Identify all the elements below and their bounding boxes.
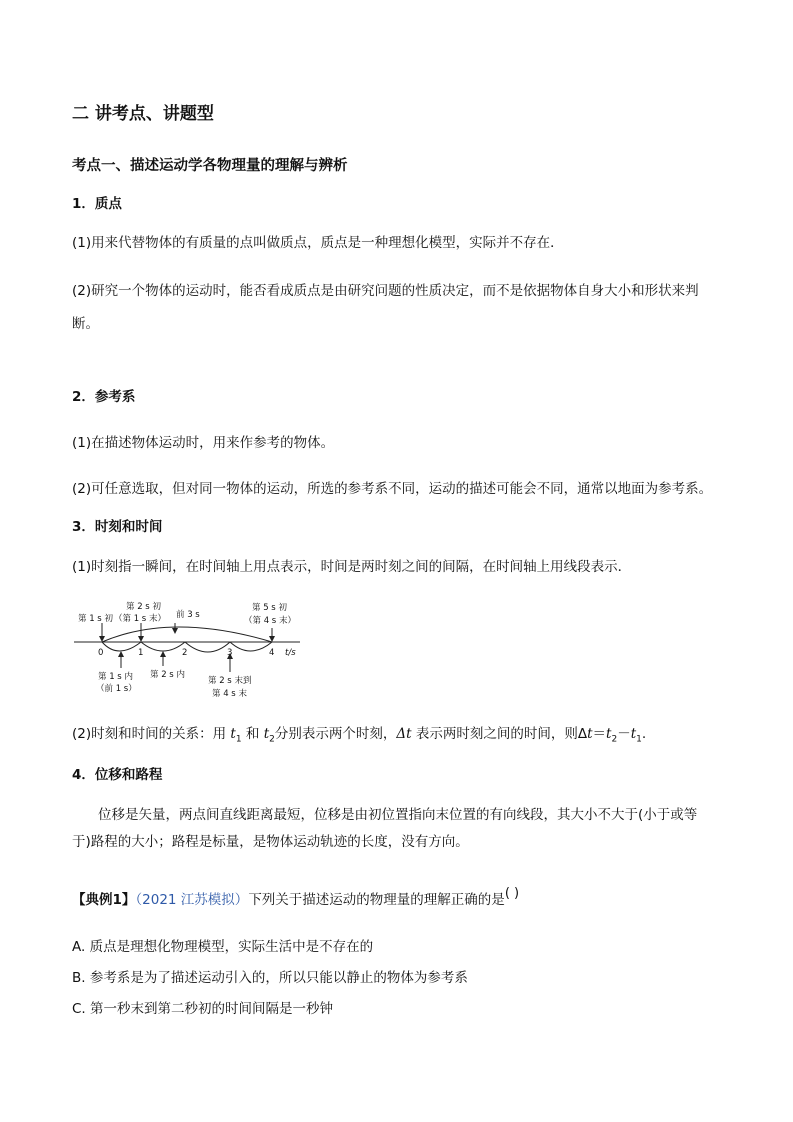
s2-paragraph-1: (1)在描述物体运动时，用来作参考的物体。 xyxy=(72,435,335,451)
section-title: 二 讲考点、讲题型 xyxy=(72,104,214,124)
example-1-question xyxy=(72,886,520,911)
s4-paragraph-1b: 于)路程的大小；路程是标量，是物体运动轨迹的长度，没有方向。 xyxy=(72,834,469,850)
s3-paragraph-2: (2)时刻和时间的关系：用 $t_1$ 和 $t_2$分别表示两个时刻，Δt 表示两时刻之间的时间，则$\Delta t=t_2-t_1$. xyxy=(72,726,647,745)
label-2s-in: 第 2 s 内 xyxy=(150,670,185,680)
label-1s-in-l1: 第 1 s 内 xyxy=(98,672,133,682)
tick-2: 2 xyxy=(182,648,188,658)
label-5s-start-l1: 第 5 s 初 xyxy=(252,603,287,613)
label-2s-start-l1: 第 2 s 初 xyxy=(126,602,161,612)
example-source: （2021 江苏模拟） xyxy=(135,892,249,908)
tick-4: 4 xyxy=(269,648,275,658)
label-first-3s: 前 3 s xyxy=(176,610,200,620)
label-2end-4end-l1: 第 2 s 末到 xyxy=(208,676,252,686)
label-2end-4end-l2: 第 4 s 末 xyxy=(212,689,247,699)
option-a: A. 质点是理想化物理模型，实际生活中是不存在的 xyxy=(72,939,374,955)
label-5s-start-l2: （第 4 s 末） xyxy=(244,616,296,626)
s4-title: 4．位移和路程 xyxy=(72,767,163,783)
option-b: B. 参考系是为了描述运动引入的，所以只能以静止的物体为参考系 xyxy=(72,970,468,986)
s3-paragraph-1: (1)时刻指一瞬间，在时间轴上用点表示，时间是两时刻之间的间隔，在时间轴上用线段表示． xyxy=(72,559,632,575)
example-question-text: 下列关于描述运动的物理量的理解正确的是 xyxy=(248,892,505,908)
s4-paragraph-1a: 位移是矢量，两点间直线距离最短，位移是由初位置指向末位置的有向线段，其大小不大于(小于或等 xyxy=(98,807,698,823)
example-tag: 【典例1】 xyxy=(72,892,136,908)
time-axis-diagram xyxy=(72,598,312,706)
tick-3: 3 xyxy=(227,648,233,658)
tick-0: 0 xyxy=(98,648,104,658)
option-c: C. 第一秒末到第二秒初的时间间隔是一秒钟 xyxy=(72,1001,334,1017)
label-2s-start-l2: （第 1 s 末） xyxy=(114,614,166,624)
answer-paren: ( ) xyxy=(504,886,520,901)
s1-title: 1．质点 xyxy=(72,196,122,212)
label-1s-in-l2: （前 1 s） xyxy=(96,684,137,694)
s1-paragraph-1: (1)用来代替物体的有质量的点叫做质点，质点是一种理想化模型，实际并不存在． xyxy=(72,235,564,251)
s2-title: 2．参考系 xyxy=(72,389,136,405)
tick-1: 1 xyxy=(138,648,144,658)
s1-paragraph-2a: (2)研究一个物体的运动时，能否看成质点是由研究问题的性质决定，而不是依据物体自身大小和形状来判 xyxy=(72,283,699,299)
s2-paragraph-2: (2)可任意选取，但对同一物体的运动，所选的参考系不同，运动的描述可能会不同，通常以地面为参考系。 xyxy=(72,481,713,497)
axis-unit: t/s xyxy=(285,648,296,658)
label-first-1s-start: 第 1 s 初 xyxy=(78,614,113,624)
s1-paragraph-2b: 断。 xyxy=(72,316,99,332)
s3-title: 3．时刻和时间 xyxy=(72,519,163,535)
kaodian-1-title: 考点一、描述运动学各物理量的理解与辨析 xyxy=(72,158,348,174)
